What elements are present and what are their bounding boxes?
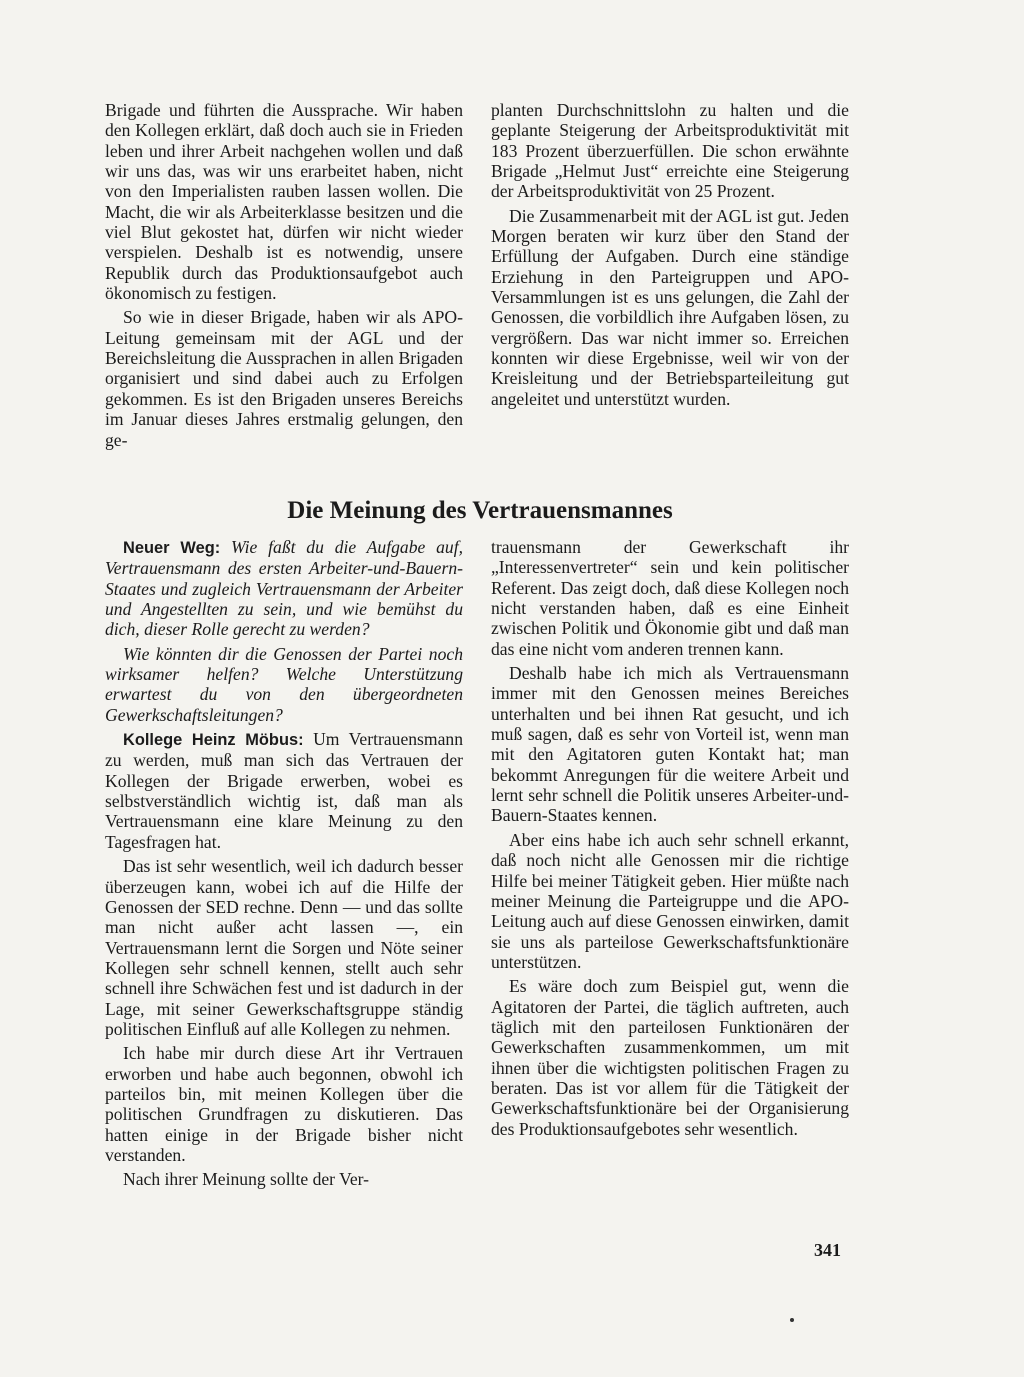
paragraph: Ich habe mir durch diese Art ihr Vertrauen erworben und habe auch begonnen, obwohl ich parteilos bin, mit meinen Kollegen über die politischen Grundfragen zu diskutieren. Das hatten einige in der Brigade bisher nicht verstanden. xyxy=(105,1043,463,1165)
paragraph: Deshalb habe ich mich als Vertrauensmann immer mit den Genossen meines Bereiches unterhalten und bei ihnen Rat gesucht, und ich muß sagen, daß es sehr von Vorteil ist, wenn man mit den Agitatoren guten Kontakt hat; man bekommt Anregungen für die weitere Arbeit und lernt sehr schnell die Politik unseres Arbeiter-und-Bauern-Staates kennen. xyxy=(491,663,849,826)
column-bottom-left xyxy=(105,537,463,1190)
page-number: 341 xyxy=(814,1240,841,1260)
question-text: Wie faßt du die Aufgabe auf, Vertrauensmann des ersten Arbeiter-und-Bauern-Staates und zugleich Vertrauensmann der Arbeiter und Angestellten zu sein, und wie bemühst du dich, dieser Rolle gerecht zu werden? xyxy=(105,537,463,640)
column-top-right xyxy=(491,100,849,409)
question-text-continued: Wie könnten dir die Genossen der Partei noch wirksamer helfen? Welche Unterstützung erwartest du von den übergeordneten Gewerkschaftsleitungen? xyxy=(105,643,463,725)
paragraph: Die Zusammenarbeit mit der AGL ist gut. Jeden Morgen beraten wir kurz über den Stand der Erfüllung der Aufgaben. Durch eine ständige Erziehung in den Parteigruppen und APO-Versammlungen ist es uns gelungen, die Zahl der Genossen, die vorbildlich ihre Aufgaben lösen, zu vergrößern. Das war nicht immer so. Erreichen konnten wir diese Ergebnisse, weil wir von der Kreisleitung und der Betriebsparteileitung gut angeleitet und unterstützt wurden. xyxy=(491,205,849,409)
answer-text: Um Vertrauensmann zu werden, muß man sich das Vertrauen der Kollegen der Brigade erwerben, wobei es selbstverständlich wichtig ist, daß man als Vertrauensmann eine klare Meinung zu den Tagesfragen hat. xyxy=(105,729,463,852)
speaker-label: Neuer Weg: xyxy=(123,539,221,557)
paragraph: planten Durchschnittslohn zu halten und die geplante Steigerung der Arbeitsproduktivität mit 183 Prozent überzuerfüllen. Die schon erwähnte Brigade „Helmut Just“ erreichte eine Steigerung der Arbeitsproduktivität von 25 Prozent. xyxy=(491,100,849,202)
paragraph: Es wäre doch zum Beispiel gut, wenn die Agitatoren der Partei, die täglich auftreten, auch täglich mit den parteilosen Funktionären der Gewerkschaften zusammenkommen, um mit ihnen über die wichtigsten politischen Fragen zu beraten. Das ist vor allem für die Tätigkeit der Gewerkschaftsfunktionäre bei der Organisierung des Produktionsaufgebotes sehr wesentlich. xyxy=(491,976,849,1139)
paragraph: trauensmann der Gewerkschaft ihr „Interessenvertreter“ sein und kein politischer Referent. Das zeigt doch, daß diese Kollegen noch nicht verstanden haben, daß es eine Einheit zwischen Politik und Ökonomie gibt und daß man das eine nicht vom anderen trennen kann. xyxy=(491,537,849,659)
column-top-left xyxy=(105,100,463,450)
paragraph: Brigade und führten die Aussprache. Wir haben den Kollegen erklärt, daß doch auch sie in Frieden leben und ihrer Arbeit nachgehen wollen und daß wir uns das, was wir uns erarbeitet haben, nicht von den Imperialisten rauben lassen wollen. Die Macht, die wir als Arbeiterklasse besitzen und die viel Blut gekostet hat, dürfen wir nicht wieder verspielen. Deshalb ist es notwendig, unsere Republik durch das Produktionsaufgebot auch ökonomisch zu festigen. xyxy=(105,100,463,304)
interview-question xyxy=(105,537,463,640)
paragraph: So wie in dieser Brigade, haben wir als APO-Leitung gemeinsam mit der AGL und der Bereichsleitung die Aussprachen in allen Brigaden organisiert und sind dabei auch zu Erfolgen gekommen. Es ist den Brigaden unseres Bereichs im Januar dieses Jahres erstmalig gelungen, den ge- xyxy=(105,307,463,450)
paragraph: Aber eins habe ich auch sehr schnell erkannt, daß noch nicht alle Genossen mir die richtige Hilfe bei meiner Tätigkeit geben. Hier müßte nach meiner Meinung die Parteigruppe und die APO-Leitung auch auf diese Genossen einwirken, damit sie uns als parteilose Gewerkschaftsfunktionäre unterstützen. xyxy=(491,829,849,972)
ink-speck xyxy=(790,1318,794,1322)
paragraph: Das ist sehr wesentlich, weil ich dadurch besser überzeugen kann, wobei ich auf die Hilfe der Genossen der SED rechne. Denn — und das sollte man nicht außer acht lassen —, ein Vertrauensmann lernt die Sorgen und Nöte seiner Kollegen sehr schnell kennen, stellt auch sehr schnell ihre Schwächen fest und ist dadurch in der Lage, mit seiner Gewerkschaftsgruppe ständig politischen Einfluß auf alle Kollegen zu nehmen. xyxy=(105,856,463,1039)
speaker-label: Kollege Heinz Möbus: xyxy=(123,731,304,750)
column-bottom-right xyxy=(491,537,849,1139)
section-heading: Die Meinung des Vertrauensmannes xyxy=(287,497,673,524)
interview-answer xyxy=(105,729,463,852)
paragraph: Nach ihrer Meinung sollte der Ver- xyxy=(123,1169,370,1190)
